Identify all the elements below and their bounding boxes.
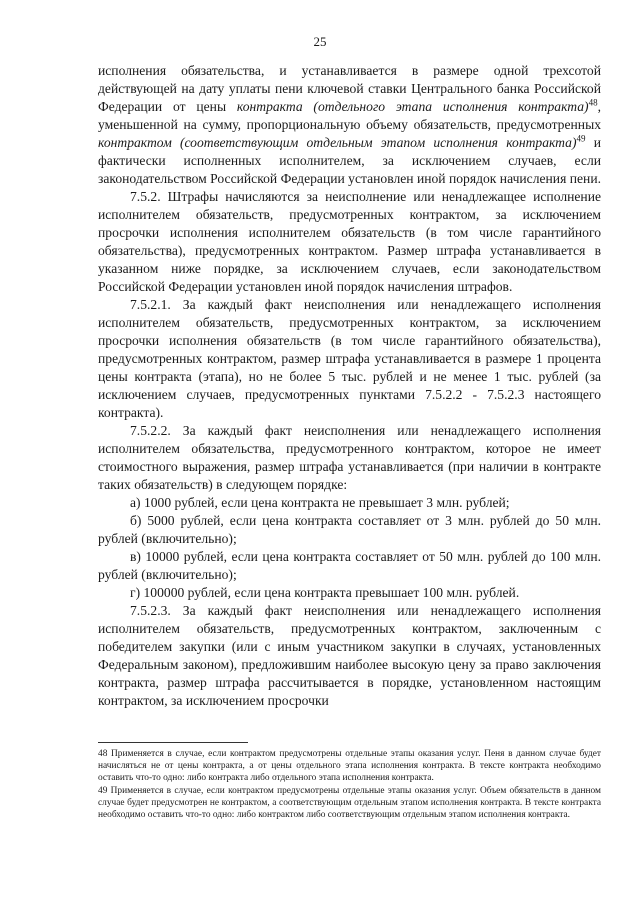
text-run: в) 10000 рублей, если цена контракта составляет от 50 млн. рублей до 100 млн. рублей (включительно);: [98, 549, 601, 582]
paragraph: [98, 296, 601, 422]
text-run: 7.5.2. Штрафы начисляются за неисполнение или ненадлежащее исполнение исполнителем обязательств, предусмотренных контрактом, за исключением просрочки исполнения исполнителем обязательств (в том числе гарантийного обязательства), предусмотренных контрактом. Размер штрафа устанавливается в указанном ниже порядке, за исключением случаев, если законодательством Российской Федерации установлен иной порядок начисления штрафов.: [98, 189, 601, 294]
text-run: 7.5.2.1. За каждый факт неисполнения или ненадлежащего исполнения исполнителем обязательств, предусмотренных контрактом, за исключением просрочки исполнения обязательств (в том числе гарантийного обязательства), предусмотренных контрактом, размер штрафа устанавливается в размере 1 процента цены контракта (этапа), но не более 5 тыс. рублей и не менее 1 тыс. рублей (за исключением случаев, предусмотренных пунктами 7.5.2.2 - 7.5.2.3 настоящего контракта).: [98, 297, 601, 420]
footnote-ref: 49: [576, 133, 586, 144]
page-number: 25: [313, 34, 327, 49]
text-run: , уменьшенной на сумму, пропорциональную объему обязательств, предусмотренных: [98, 99, 601, 132]
paragraph: [98, 548, 601, 584]
document-body: [98, 62, 601, 710]
text-run: г) 100000 рублей, если цена контракта превышает 100 млн. рублей.: [130, 585, 520, 600]
text-run: а) 1000 рублей, если цена контракта не превышает 3 млн. рублей;: [130, 495, 510, 510]
italic-text: контракта (отдельного этапа исполнения контракта): [236, 99, 589, 114]
text-run: исполнения обязательства, и устанавливается в размере одной трехсотой действующей на дату уплаты пени ключевой ставки Центрального банка Российской Федерации от цены: [98, 63, 601, 114]
paragraph: [98, 188, 601, 296]
text-run: и фактически исполненных исполнителем, за исключением случаев, если законодательством Российской Федерации установлен иной порядок начисления пени.: [98, 135, 601, 186]
text-run: 7.5.2.2. За каждый факт неисполнения или ненадлежащего исполнения исполнителем обязательства, предусмотренного контрактом, которое не имеет стоимостного выражения, размер штрафа устанавливается (при наличии в контракте таких обязательств) в следующем порядке:: [98, 423, 601, 492]
footnote-ref: 48: [588, 97, 598, 108]
text-run: б) 5000 рублей, если цена контракта составляет от 3 млн. рублей до 50 млн. рублей (включительно);: [98, 513, 601, 546]
footnote: 49 Применяется в случае, если контрактом предусмотрены отдельные этапы оказания услуг. Объем обязательств в данном случае будет предусмотрен не контрактом, а соответствующим отдельным этапом исполнения контракта. В тексте контракта необходимо оставить что-то одно: либо контрактом либо соответствующим отдельным этапом исполнения контракта.: [98, 785, 601, 821]
paragraph: [98, 494, 601, 512]
paragraph: [98, 62, 601, 188]
paragraph: [98, 512, 601, 548]
text-run: 7.5.2.3. За каждый факт неисполнения или ненадлежащего исполнения исполнителем обязательств, предусмотренных контрактом, заключенным с победителем закупки (или с иным участником закупки в случаях, установленных Федеральным законом), предложившим наиболее высокую цену за право заключения контракта, размер штрафа рассчитывается в порядке, установленном настоящим контрактом, за исключением просрочки: [98, 603, 601, 708]
footnote: 48 Применяется в случае, если контрактом предусмотрены отдельные этапы оказания услуг. Пеня в данном случае будет начисляться не от цены контракта, а от цены отдельного этапа исполнения контракта. В тексте контракта необходимо оставить что-то одно: либо контракта либо отдельного этапа исполнения контракта.: [98, 749, 601, 784]
footnotes: [98, 748, 601, 821]
paragraph: [98, 584, 601, 602]
paragraph: [98, 602, 601, 710]
paragraph: [98, 422, 601, 494]
footnote-separator: [98, 742, 248, 743]
italic-text: контрактом (соответствующим отдельным этапом исполнения контракта): [98, 135, 577, 150]
